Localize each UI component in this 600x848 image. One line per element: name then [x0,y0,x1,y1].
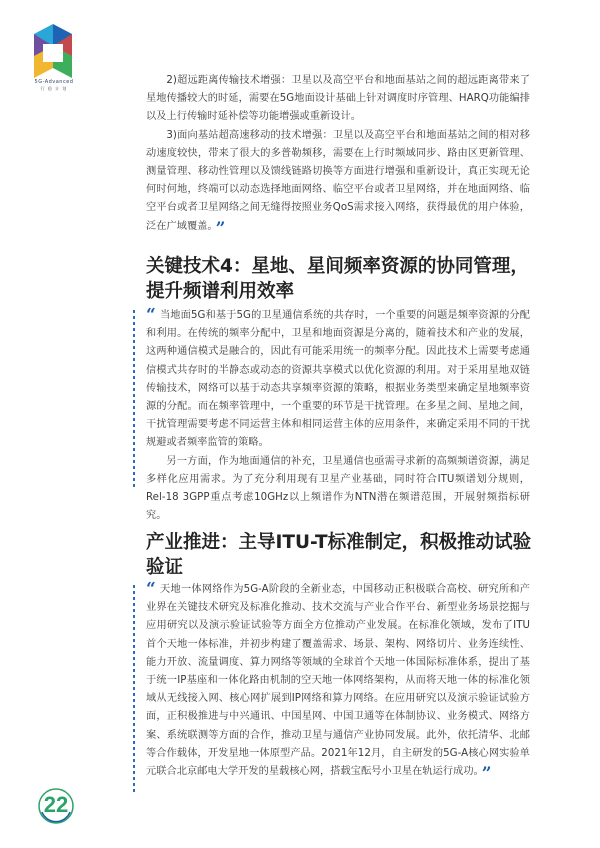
close-quote-icon: ” [481,764,492,785]
section3-body [146,580,530,783]
paragraph-spectrum-coexistence [146,306,530,453]
paragraph-high-frequency: 另一方面，作为地面通信的补充，卫星通信也亟需寻求新的高频频谱资源，满足多样化应用需求。为了充分利用现有卫星产业基础，同时符合ITU频谱划分规则，Rel-18 3GPP重点考虑10GHz以上频谱作为NTN潜在频谱范围，开展射频指标研究。 [146,455,530,522]
paragraph-latency: 2)超远距离传输技术增强：卫星以及高空平台和地面基站之间的超远距离带来了星地传播较大的时延，需要在5G地面设计基础上针对调度时序管理、HARQ功能编排以及上行传输时延补偿等功能增强或重新设计。 [146,75,530,123]
5g-advanced-logo [26,22,80,80]
paragraph-mobility-text: 3)面向基站超高速移动的技术增强：卫星以及高空平台和地面基站之间的相对移动速度较快，带来了很大的多普勒频移，需要在上行时频域同步、路由区更新管理、测量管理、移动性管理以及馈线链路切换等方面进行增强和重新设计，真正实现无论何时何地，终端可以动态选择地面网络、临空平台或者卫星网络，并在地面网络、临空平台或者卫星网络之间无缝得按照业务QoS需求接入网络，获得最优的用户体验，泛在广域覆盖。 [146,129,530,232]
close-quote-icon: ” [215,218,226,239]
paragraph-industry-text: 天地一体网络作为5G-A阶段的全新业态，中国移动正积极联合高校、研究所和产业界在关键技术研究及标准化推动、技术交流与产业合作平台、新型业务场景挖掘与应用研究以及演示验证试验等方面全方位推动产业发展。在标准化领域，发布了ITU首个天地一体标准，并初步构建了覆盖需求、场景、架构、网络切片、业务连续性、能力开放、流量调度、算力网络等领域的全球首个天地一体国际标准体系，提出了基于统一IP基座和一体化路由机制的空天地一体网络架构，从而将天地一体的标准化领域从无线接入网、核心网扩展到IP网络和算力网络。在应用研究以及演示验证试验方面，正积极推进与中兴通讯、中国星网、中国卫通等在体制协议、业务模式、网络方案、系统联测等方面的合作，推动卫星与通信产业协同发展。此外，依托清华、北邮等合作载体，开发星地一体原型产品。2021年12月，自主研发的5G-A核心网实验单元联合北京邮电大学开发的星载核心网，搭载宝酝号小卫星在轨运行成功。 [146,584,530,778]
page-number-badge [36,786,76,826]
open-quote-icon: “ [146,305,156,325]
section-heading-spectrum: 关键技术4：星地、星间频率资源的协同管理，提升频谱利用效率 [146,256,529,302]
quote-side-bar [133,310,135,490]
paragraph-spectrum-coexistence-text: 当地面5G和基于5G的卫星通信系统的共存时，一个重要的问题是频率资源的分配和利用。在传统的频率分配中，卫星和地面资源是分离的，随着技术和产业的发展，这两种通信模式是融合的，因此有可能采用统一的频率分配。因此技术上需要考虑通信模式共存时的半静态或动态的资源共享模式以优化资源的利用。对于采用星地双链传输技术，网络可以基于动态共享频率资源的策略，根据业务类型来确定星地频率资源的分配。而在频率管理中，一个重要的环节是干扰管理。在多星之间、星地之间，干扰管理需要考虑不同运营主体和相同运营主体的应用条件，来确定采用不同的干扰规避或者频率监管的策略。 [146,310,530,449]
paragraph-industry [146,580,530,783]
section2-body [146,306,530,525]
page-number: 22 [43,792,69,817]
open-quote-icon: “ [146,579,156,599]
logo-tagline: 行 稳 计 划 [40,86,68,91]
section-heading-industry: 产业推进：主导ITU-T标准制定，积极推动试验验证 [146,532,532,578]
section1-body [146,72,530,238]
paragraph-mobility [146,127,530,238]
quote-side-bar [133,585,135,795]
logo-brand-text: 5G-Advanced [34,79,74,85]
